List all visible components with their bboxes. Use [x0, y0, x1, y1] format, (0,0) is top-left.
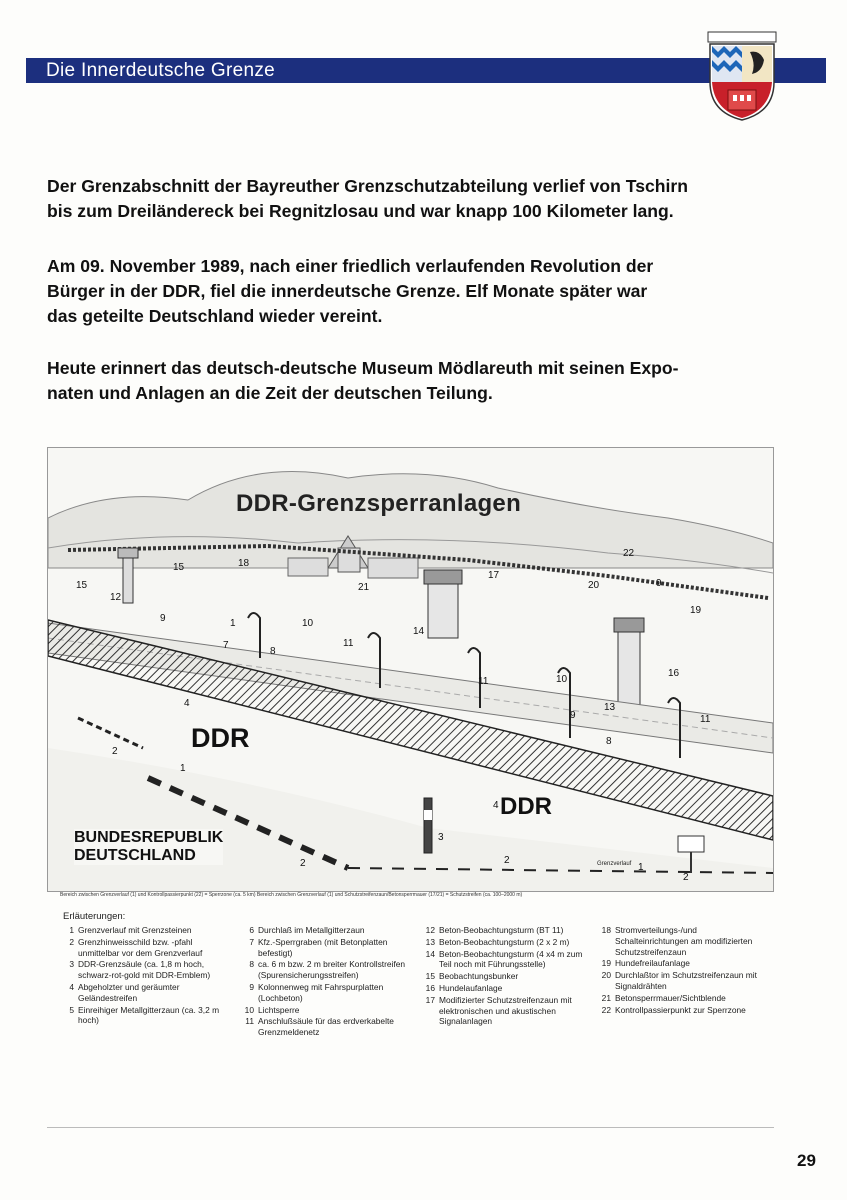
svg-text:4: 4 [184, 698, 190, 709]
svg-text:14: 14 [413, 626, 425, 637]
history-paragraph [47, 254, 787, 329]
svg-text:11: 11 [478, 676, 489, 687]
svg-text:12: 12 [110, 592, 122, 603]
svg-text:2: 2 [683, 872, 689, 883]
legend-text: Betonsperrmauer/Sichtblende [615, 992, 726, 1003]
legend-item [424, 949, 594, 971]
legend-text: Anschlußsäule für das erdverkabelte Grenzmeldenetz [258, 1016, 394, 1038]
legend-number: 19 [601, 958, 611, 969]
legend-number: 8 [249, 959, 254, 970]
legend-number: 13 [425, 936, 435, 947]
svg-text:8: 8 [270, 646, 276, 657]
legend-item [600, 970, 760, 992]
legend-heading: Erläuterungen: [63, 911, 126, 922]
legend-column-4 [600, 925, 760, 1016]
legend-text: Hundefreilaufanlage [615, 958, 690, 969]
history-line-3: das geteilte Deutschland wieder vereint. [47, 306, 383, 326]
legend-number: 14 [425, 948, 435, 959]
legend-text: Kfz.-Sperrgraben (mit Betonplatten befestigt) [258, 936, 388, 958]
page-number: 29 [797, 1151, 816, 1170]
legend-item [243, 937, 408, 959]
legend-item [600, 925, 760, 957]
legend-text: Einreihiger Metallgitterzaun (ca. 3,2 m hoch) [78, 1004, 220, 1026]
history-line-1: Am 09. November 1989, nach einer friedlich verlaufenden Revolution der [47, 256, 654, 276]
ddr-label-large: DDR [191, 723, 250, 753]
legend-text: Lichtsperre [258, 1004, 300, 1015]
svg-text:20: 20 [588, 580, 600, 591]
legend-item [600, 1005, 760, 1016]
svg-text:16: 16 [668, 668, 680, 679]
legend-number: 6 [249, 925, 254, 935]
legend-item [243, 982, 408, 1004]
legend-column-2 [243, 925, 408, 1039]
legend-text: Kontrollpassierpunkt zur Sperrzone [615, 1004, 746, 1015]
legend-item [600, 958, 760, 969]
legend-item [63, 959, 223, 981]
svg-text:19: 19 [690, 605, 702, 616]
border-installations-illustration [47, 447, 774, 892]
legend-item [243, 1005, 408, 1016]
legend-number: 22 [601, 1004, 611, 1015]
svg-text:9: 9 [570, 710, 576, 721]
legend-number: 3 [69, 959, 74, 970]
legend-text: ca. 6 m bzw. 2 m breiter Kontrollstreifen (Spurensicherungsstreifen) [258, 959, 406, 981]
legend-column-3 [424, 925, 594, 1028]
brd-label-line-1: BUNDESREPUBLIK [74, 829, 224, 846]
legend-item [63, 925, 223, 936]
legend-item [424, 983, 594, 994]
svg-text:2: 2 [504, 855, 510, 866]
museum-paragraph [47, 356, 787, 406]
legend-text: Modifizierter Schutzstreifenzaun mit elektronischen und akustischen Signalanlagen [439, 994, 572, 1027]
svg-text:11: 11 [343, 638, 354, 649]
legend-text: Beton-Beobachtungsturm (4 x4 m zum Teil noch mit Führungsstelle) [439, 948, 583, 970]
legend-text: Durchlaß im Metallgitterzaun [258, 925, 365, 935]
svg-text:11: 11 [700, 714, 711, 725]
legend-text: Grenzhinweisschild bzw. -pfahl unmittelbar vor dem Grenzverlauf [78, 936, 203, 958]
coat-of-arms-icon [704, 30, 780, 122]
legend-number: 20 [601, 970, 611, 981]
brd-label-line-2: DEUTSCHLAND [74, 847, 196, 864]
legend-item [243, 1016, 408, 1038]
legend-item [243, 959, 408, 981]
legend-text: Abgeholzter und geräumter Geländestreifen [78, 981, 180, 1003]
svg-text:15: 15 [76, 580, 88, 591]
legend-text: Beton-Beobachtungsturm (BT 11) [439, 925, 564, 935]
legend-number: 18 [601, 925, 611, 935]
legend-item [63, 1005, 223, 1027]
legend-item [600, 993, 760, 1004]
legend-item [424, 995, 594, 1027]
legend-number: 15 [425, 971, 435, 982]
legend-item [424, 925, 594, 936]
history-line-2: Bürger in der DDR, fiel die innerdeutsche Grenze. Elf Monate später war [47, 281, 648, 301]
legend-text: Grenzverlauf mit Grenzsteinen [78, 925, 192, 935]
svg-text:1: 1 [230, 618, 236, 629]
illustration-title: DDR-Grenzsperranlagen [236, 490, 522, 517]
legend-number: 11 [245, 1016, 254, 1027]
intro-line-2: bis zum Dreiländereck bei Regnitzlosau und war knapp 100 Kilometer lang. [47, 201, 674, 221]
legend-item [243, 925, 408, 936]
legend-number: 12 [425, 925, 435, 935]
svg-text:4: 4 [493, 800, 499, 811]
ddr-label-small: DDR [500, 793, 552, 820]
legend-text: Durchlaßtor im Schutzstreifenzaun mit Signaldrähten [615, 970, 757, 991]
legend-text: Beobachtungsbunker [439, 971, 519, 982]
legend-item [424, 971, 594, 982]
svg-text:8: 8 [606, 736, 612, 747]
legend-text: Kolonnenweg mit Fahrspurplatten (Lochbeton) [258, 981, 384, 1003]
svg-text:21: 21 [358, 582, 370, 593]
legend-item [63, 937, 223, 959]
legend-text: Hundelaufanlage [439, 982, 503, 993]
svg-text:2: 2 [112, 746, 118, 757]
svg-text:10: 10 [556, 674, 568, 685]
grenzverlauf-label: Grenzverlauf [597, 861, 632, 867]
legend-text: Beton-Beobachtungsturm (2 x 2 m) [439, 936, 570, 947]
page-title: Die Innerdeutsche Grenze [46, 60, 275, 81]
legend-text: Stromverteilungs-/und Schalteinrichtungen am modifizierten Schutzstreifenzaun [615, 925, 753, 957]
illustration-caption: Bereich zwischen Grenzverlauf (1) und Kontrollpassierpunkt (22) = Sperrzone (ca. 5 km) Bereich zwischen Grenzverlauf (1) und Schutzstreifenzaun/Betonsperrmauer (17/21) = Schutzstreifen (ca. 100–2000 m) [60, 892, 523, 898]
legend-number: 9 [249, 981, 254, 992]
svg-text:1: 1 [180, 763, 186, 774]
legend-number: 4 [69, 981, 74, 992]
legend-column-1 [63, 925, 223, 1027]
legend-number: 17 [425, 994, 435, 1005]
legend-number: 21 [601, 992, 611, 1003]
museum-line-2: naten und Anlagen an die Zeit der deutschen Teilung. [47, 383, 493, 403]
svg-text:17: 17 [488, 570, 500, 581]
museum-line-1: Heute erinnert das deutsch-deutsche Museum Mödlareuth mit seinen Expo- [47, 358, 679, 378]
svg-text:3: 3 [438, 832, 444, 843]
svg-text:10: 10 [302, 618, 314, 629]
legend-number: 1 [69, 925, 74, 935]
legend-number: 7 [249, 936, 254, 947]
svg-text:18: 18 [238, 558, 250, 569]
svg-text:22: 22 [623, 548, 635, 559]
legend-number: 16 [425, 982, 435, 993]
svg-text:7: 7 [223, 640, 229, 651]
legend-text: DDR-Grenzsäule (ca. 1,8 m hoch, schwarz-rot-gold mit DDR-Emblem) [78, 959, 211, 981]
brd-label [74, 829, 223, 865]
legend-number: 2 [69, 936, 74, 947]
legend-number: 5 [69, 1004, 74, 1015]
intro-paragraph [47, 174, 787, 224]
legend-item [424, 937, 594, 948]
svg-text:9: 9 [656, 578, 662, 589]
svg-text:13: 13 [604, 702, 616, 713]
svg-text:15: 15 [173, 562, 185, 573]
svg-text:2: 2 [300, 858, 306, 869]
legend-number: 10 [244, 1004, 254, 1015]
svg-text:1: 1 [638, 862, 644, 873]
svg-text:9: 9 [160, 613, 166, 624]
legend-item [63, 982, 223, 1004]
intro-line-1: Der Grenzabschnitt der Bayreuther Grenzschutzabteilung verlief von Tschirn [47, 176, 689, 196]
